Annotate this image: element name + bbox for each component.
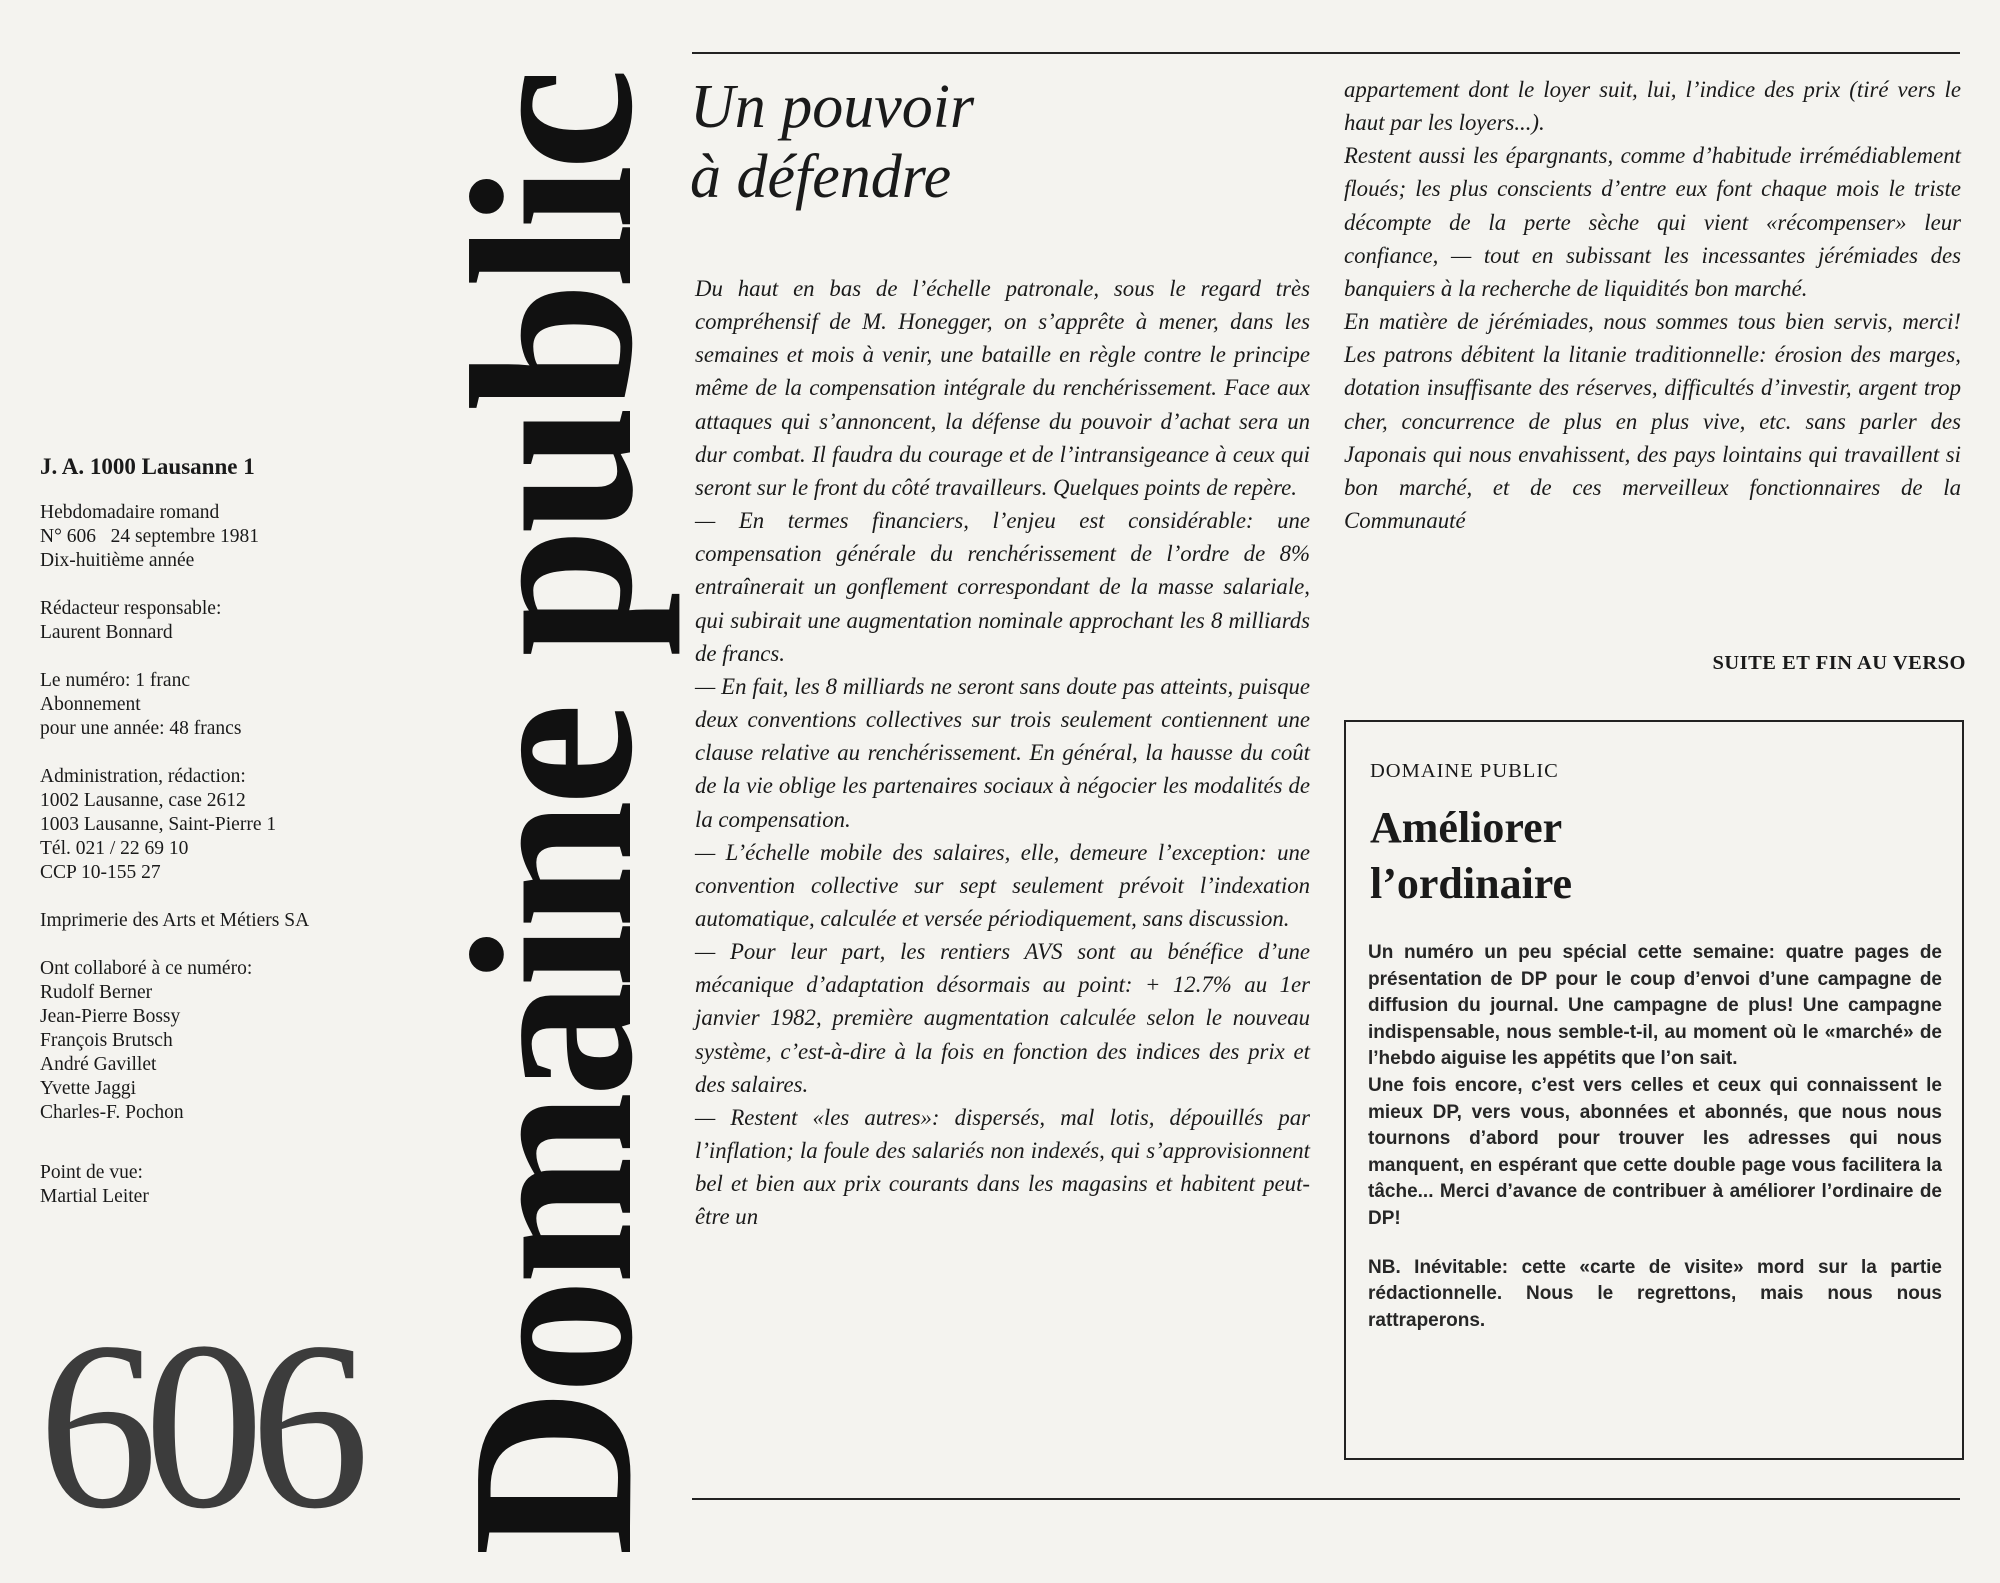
point-de-vue bbox=[40, 1161, 420, 1209]
box-kicker: DOMAINE PUBLIC bbox=[1370, 760, 1559, 782]
article-paragraph: — En fait, les 8 milliards ne seront sans doute pas atteints, puisque deux conventions collectives sur trois seulement contiennent une clause relative au renchérissement. En général, la hausse du coût de la vie oblige les partenaires sociaux à négocier les modalités de la compensation. bbox=[695, 673, 1310, 832]
publication-info bbox=[40, 455, 420, 1233]
info-line: Imprimerie des Arts et Métiers SA bbox=[40, 910, 310, 931]
article-paragraph: Du haut en bas de l’échelle patronale, sous le regard très compréhensif de M. Honegger, on s’apprête à mener, dans les semaines et mois à venir, une bataille en règle contre le principe même de la compensation intégrale du renchérissement. Face aux attaques qui s’annoncent, la défense du pouvoir d’achat sera un dur combat. Il faudra du courage et de l’intransigeance à ceux qui seront sur le front du côté travailleurs. Quelques points de repère. bbox=[695, 276, 1310, 500]
contributor-name: Yvette Jaggi bbox=[40, 1078, 137, 1099]
editor-info bbox=[40, 597, 420, 645]
info-line: pour une année: 48 francs bbox=[40, 718, 242, 739]
info-line: Rédacteur responsable: bbox=[40, 598, 222, 619]
box-paragraph: Une fois encore, c’est vers celles et ceux qui connaissent le mieux DP, vers vous, abonnées et abonnés, que nous nous tournons d’abord pour trouver les adresses qui nous manquent, en espérant que cette double page vous facilitera la tâche... Merci d’avance de contribuer à améliorer l’ordinaire de DP! bbox=[1368, 1074, 1942, 1229]
price-info bbox=[40, 669, 420, 741]
article-paragraph: Restent aussi les épargnants, comme d’habitude irrémédiablement floués; les plus conscients d’entre eux font chaque mois le triste décompte de la perte sèche qui vient «récompenser» leur confiance, — tout en subissant les incessantes jérémiades des banquiers à la recherche de liquidités bon marché. bbox=[1344, 143, 1961, 301]
publication-details bbox=[40, 501, 420, 573]
info-line: Ont collaboré à ce numéro: bbox=[40, 958, 253, 979]
info-line: 1003 Lausanne, Saint-Pierre 1 bbox=[40, 814, 277, 835]
article-column-2 bbox=[1344, 73, 1961, 537]
printer-info bbox=[40, 909, 420, 933]
masthead-title: Domaine public bbox=[424, 73, 681, 1557]
contributor-name: Jean-Pierre Bossy bbox=[40, 1006, 181, 1027]
article-paragraph: — Pour leur part, les rentiers AVS sont au bénéfice d’une mécanique d’adaptation désormais au point: + 12.7% au 1er janvier 1982, première augmentation calculée selon le nouveau système, c’est-à-dire à la fois en fonction des indices des prix et des salaires. bbox=[695, 939, 1310, 1097]
headline-line: Un pouvoir bbox=[690, 73, 975, 141]
issue-number: 606 bbox=[38, 1292, 356, 1558]
article-paragraph: — Restent «les autres»: dispersés, mal lotis, dépouillés par l’inflation; la foule des salariés non indexés, qui s’approvisionnent bel et bien aux prix courants dans les magasins et habitent peut-être un bbox=[695, 1104, 1310, 1230]
info-line: Le numéro: 1 franc bbox=[40, 670, 190, 691]
article-paragraph: appartement dont le loyer suit, lui, l’indice des prix (tiré vers le haut par les loyers...). bbox=[1344, 77, 1961, 136]
box-nb-note: NB. Inévitable: cette «carte de visite» mord sur la partie rédactionnelle. Nous le regrettons, mais nous nous rattraperons. bbox=[1368, 1256, 1942, 1331]
bottom-rule bbox=[692, 1498, 1960, 1500]
article-headline bbox=[690, 72, 1310, 212]
contributor-name: Charles-F. Pochon bbox=[40, 1102, 184, 1123]
article-paragraph: — L’échelle mobile des salaires, elle, demeure l’exception: une convention collective sur sept seulement prévoit l’indexation automatique, calculée et versée périodiquement, sans discussion. bbox=[695, 839, 1310, 931]
contributors bbox=[40, 957, 420, 1125]
info-line: N° 606 24 septembre 1981 bbox=[40, 526, 260, 547]
article-paragraph: — En termes financiers, l’enjeu est considérable: une compensation générale du renchérissement de l’ordre de 8% entraînerait un gonflement correspondant de la masse salariale, qui subirait une augmentation nominale approchant les 8 milliards de francs. bbox=[695, 508, 1310, 666]
info-line: Tél. 021 / 22 69 10 bbox=[40, 838, 189, 859]
info-line: Laurent Bonnard bbox=[40, 622, 173, 643]
info-line: CCP 10-155 27 bbox=[40, 862, 161, 883]
box-body bbox=[1368, 940, 1942, 1334]
info-line: Martial Leiter bbox=[40, 1186, 149, 1207]
contributor-name: André Gavillet bbox=[40, 1054, 157, 1075]
announcement-box bbox=[1344, 720, 1964, 1460]
article-paragraph: En matière de jérémiades, nous sommes tous bien servis, merci! Les patrons débitent la litanie traditionnelle: érosion des marges, dotation insuffisante des réserves, difficultés d’investir, argent trop cher, concurrence de plus en plus vive, etc. sans parler des Japonais qui nous envahissent, des pays lointains qui travaillent si bon marché, et de ces merveilleux fonctionnaires de la Communauté bbox=[1344, 309, 1961, 534]
masthead-container bbox=[424, 73, 681, 1557]
continued-note: SUITE ET FIN AU VERSO bbox=[1712, 652, 1966, 674]
contributor-name: Rudolf Berner bbox=[40, 982, 153, 1003]
top-rule bbox=[692, 52, 1960, 54]
info-line: 1002 Lausanne, case 2612 bbox=[40, 790, 246, 811]
contributor-name: François Brutsch bbox=[40, 1030, 173, 1051]
info-line: Abonnement bbox=[40, 694, 141, 715]
headline-line: à défendre bbox=[690, 143, 952, 211]
info-line: Point de vue: bbox=[40, 1162, 143, 1183]
info-line: Administration, rédaction: bbox=[40, 766, 246, 787]
postal-address: J. A. 1000 Lausanne 1 bbox=[40, 454, 255, 479]
box-title-line: l’ordinaire bbox=[1370, 859, 1573, 908]
contact-info bbox=[40, 765, 420, 885]
article-column-1 bbox=[695, 272, 1310, 1234]
box-title bbox=[1370, 800, 1930, 912]
info-line: Hebdomadaire romand bbox=[40, 502, 220, 523]
box-paragraph: Un numéro un peu spécial cette semaine: quatre pages de présentation de DP pour le coup d’envoi d’une campagne de diffusion du journal. Une campagne de plus! Une campagne indispensable, nous semble-t-il, au moment où le «marché» de l’hebdo aiguise les appétits que l’on sait. bbox=[1368, 942, 1942, 1070]
info-line: Dix-huitième année bbox=[40, 550, 195, 571]
box-title-line: Améliorer bbox=[1370, 803, 1563, 852]
